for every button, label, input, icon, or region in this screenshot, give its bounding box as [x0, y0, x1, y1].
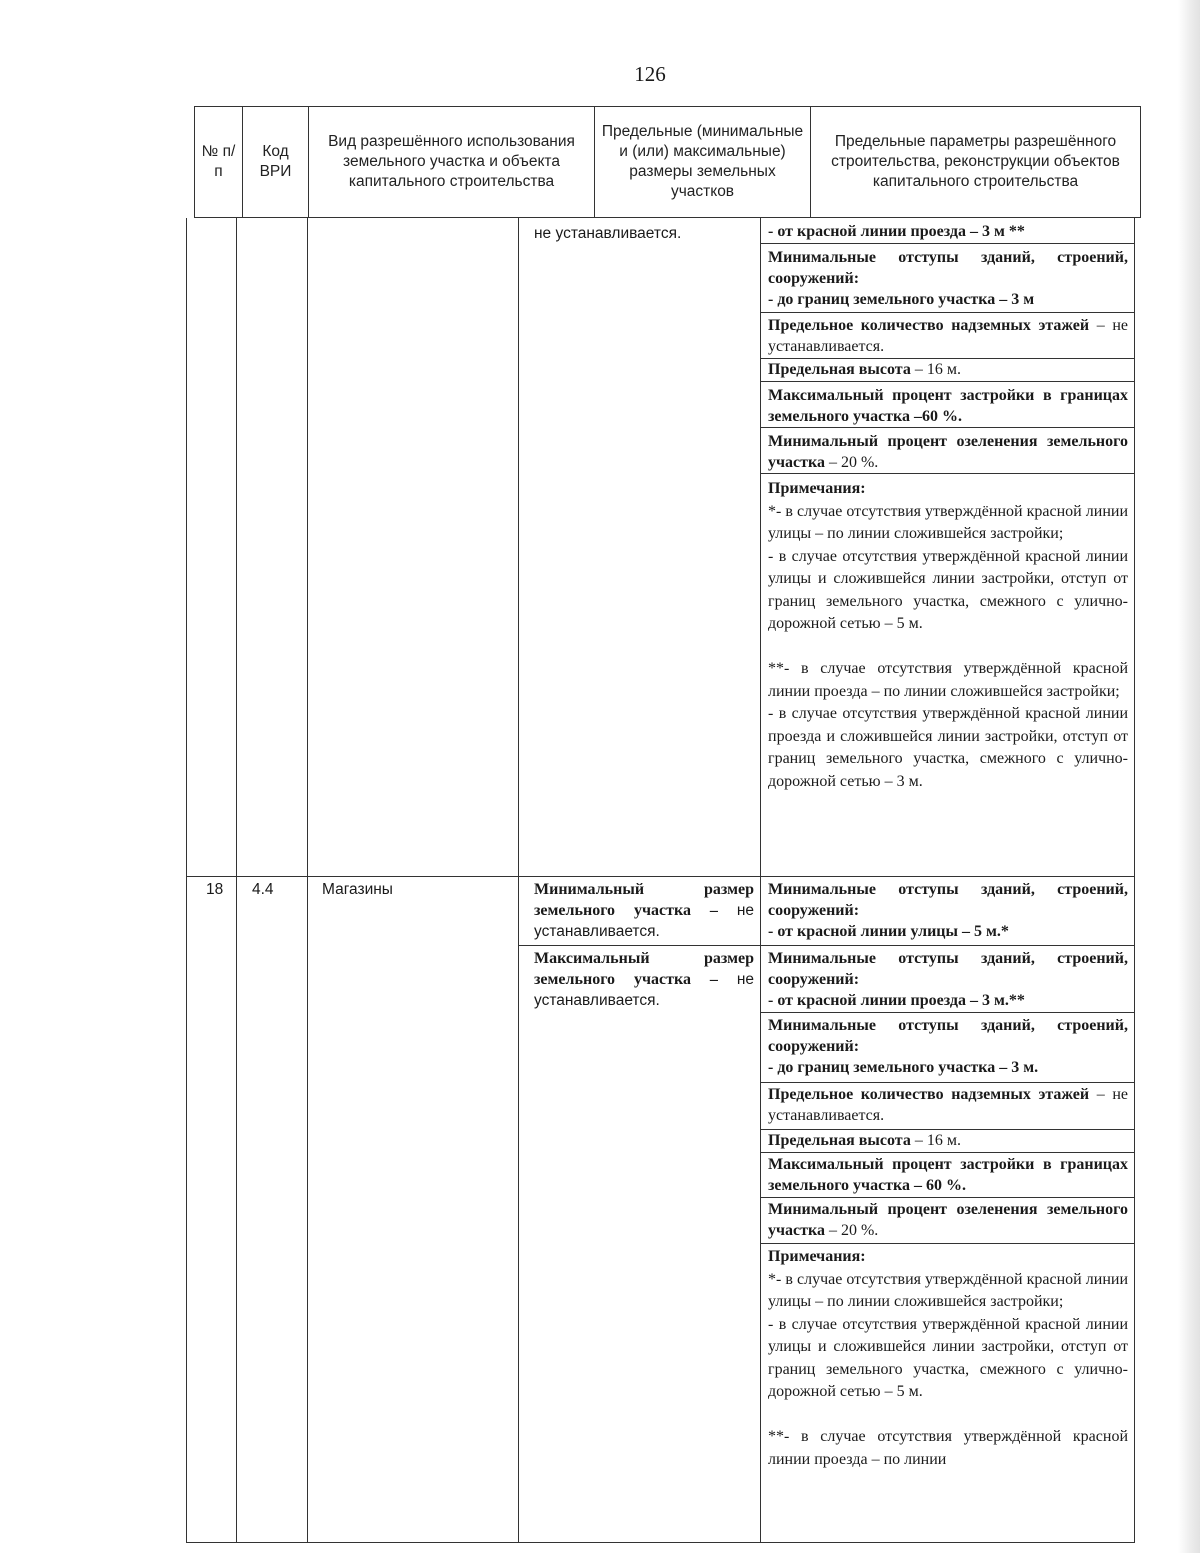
param-boundary-offsets: Минимальные отступы зданий, строений, сооружений: - до границ земельного участка – 3 м — [768, 249, 1128, 308]
row-divider — [760, 243, 1135, 244]
param-red-line-road: - от красной линии проезда – 3 м ** — [768, 223, 1025, 240]
table-border-right — [1134, 218, 1135, 1542]
row-divider — [760, 1243, 1135, 1244]
row-18-boundary-offsets: Минимальные отступы зданий, строений, сооружений: - до границ земельного участка – 3 м. — [768, 1017, 1128, 1076]
column-divider-4 — [760, 218, 761, 1542]
row-18-greening: Минимальный процент озеленения земельного участка – 20 %. — [768, 1201, 1128, 1239]
column-divider-3 — [518, 218, 519, 1542]
page-number: 126 — [634, 62, 666, 86]
row-18-number: 18 — [206, 881, 224, 898]
header-build-params: Предельные параметры разрешённого строительства, реконструкции объектов капитального строительства — [811, 107, 1141, 218]
row-divider — [760, 1129, 1135, 1130]
size-continuation: не устанавливается. — [534, 225, 682, 242]
row-18-code: 4.4 — [252, 881, 274, 898]
row-18-top-border — [186, 876, 1135, 877]
notes-continuation: Примечания: *- в случае отсутствия утверждённой красной линии улицы – по линии сложившейся застройки; - в случае отсутствия утверждённой красной линии улицы и сложившейся линии застройки, отступ от границ земельного участка, смежного с улично-дорожной сетью – 5 м. **- в случае отсутствия утверждённой красной линии проезда – по линии сложившейся застройки; - в случае отсутствия утверждённой красной линии проезда и сложившейся линии застройки, отступ от границ земельного участка, смежного с улично-дорожной сетью – 3 м. — [768, 480, 1128, 790]
param-coverage: Максимальный процент застройки в границах земельного участка –60 %. — [768, 387, 1128, 425]
row-divider — [760, 1082, 1135, 1083]
table-border-bottom — [186, 1542, 1135, 1543]
row-18-street-offsets: Минимальные отступы зданий, строений, сооружений: - от красной линии улицы – 5 м.* — [768, 881, 1128, 940]
row-18-floors: Предельное количество надземных этажей – не устанавливается. — [768, 1086, 1128, 1124]
row-18-usage-name: Магазины — [322, 881, 393, 898]
header-code: Код ВРИ — [243, 107, 309, 218]
row-18-min-size: Минимальный размер земельного участка – не устанавливается. — [534, 881, 755, 940]
row-divider — [760, 312, 1135, 313]
table-border-left — [186, 218, 187, 1542]
row-divider — [760, 1197, 1135, 1198]
column-divider-2 — [307, 218, 308, 1542]
param-height: Предельная высота – 16 м. — [768, 361, 961, 378]
scan-edge-shadow — [1178, 0, 1200, 1553]
row-divider — [760, 1152, 1135, 1153]
header-number: № п/п — [195, 107, 243, 218]
row-divider — [760, 381, 1135, 382]
param-greening: Минимальный процент озеленения земельного участка – 20 %. — [768, 433, 1128, 471]
row-divider — [518, 945, 761, 946]
header-plot-sizes: Предельные (минимальные и (или) максимальные) размеры земельных участков — [595, 107, 811, 218]
param-floors: Предельное количество надземных этажей – не устанавливается. — [768, 317, 1128, 355]
row-18-road-offsets: Минимальные отступы зданий, строений, сооружений: - от красной линии проезда – 3 м.** — [768, 950, 1128, 1009]
row-18-max-size: Максимальный размер земельного участка – не устанавливается. — [534, 950, 755, 1009]
table-header — [194, 106, 1141, 218]
row-divider — [760, 358, 1135, 359]
row-divider — [760, 1012, 1135, 1013]
row-18-coverage: Максимальный процент застройки в границах земельного участка – 60 %. — [768, 1156, 1128, 1194]
row-18-notes: Примечания: *- в случае отсутствия утверждённой красной линии улицы – по линии сложившейся застройки; - в случае отсутствия утверждённой красной линии улицы и сложившейся линии застройки, отступ от границ земельного участка, смежного с улично-дорожной сетью – 5 м. **- в случае отсутствия утверждённой красной линии проезда – по линии — [768, 1248, 1128, 1468]
header-usage-type: Вид разрешённого использования земельного участка и объекта капитального строительства — [309, 107, 595, 218]
column-divider-1 — [236, 218, 237, 1542]
row-divider — [760, 945, 1135, 946]
row-18-height: Предельная высота – 16 м. — [768, 1132, 961, 1149]
